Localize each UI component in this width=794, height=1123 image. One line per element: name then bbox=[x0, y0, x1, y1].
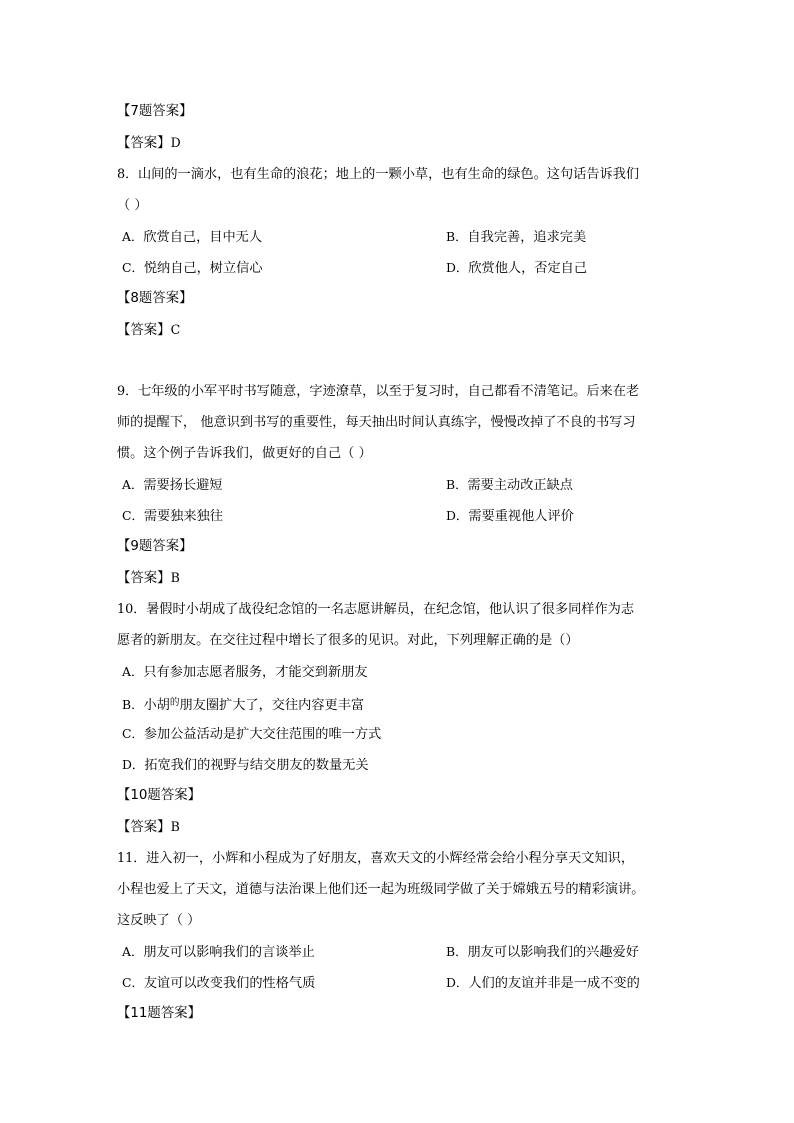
option-text-b-pre: 小胡 bbox=[143, 698, 170, 713]
document-content bbox=[117, 96, 683, 1029]
question-9-option-b[interactable] bbox=[446, 469, 573, 501]
question-11-option-c[interactable] bbox=[122, 967, 315, 999]
answer-value-q7: D bbox=[170, 135, 181, 150]
question-11 bbox=[117, 843, 683, 998]
option-letter-c: C． bbox=[122, 975, 144, 990]
question-8-option-a[interactable] bbox=[122, 221, 262, 253]
option-text-d: 需要重视他人评价 bbox=[468, 509, 574, 524]
question-10-option-a[interactable] bbox=[117, 656, 683, 687]
option-letter-b: B． bbox=[122, 697, 144, 712]
question-10-option-c[interactable] bbox=[117, 718, 683, 749]
block-spacer-1 bbox=[117, 346, 683, 376]
option-letter-a: A． bbox=[122, 664, 144, 679]
question-11-option-d[interactable] bbox=[446, 967, 640, 999]
option-letter-a: A． bbox=[122, 229, 144, 244]
question-11-stem-line-2: 小程也爱上了天文，道德与法治课上他们还一起为班级同学做了关于嫦娥五号的精彩演讲。 bbox=[117, 882, 645, 897]
answer-header-q10: 【10题答案】 bbox=[117, 788, 201, 803]
option-letter-c: C． bbox=[122, 726, 144, 741]
option-text-a: 只有参加志愿者服务，才能交到新朋友 bbox=[143, 665, 368, 680]
question-11-stem-text-1: 进入初一，小辉和小程成为了好朋友，喜欢天文的小辉经常会给小程分享天文知识， bbox=[146, 851, 635, 866]
option-text-a: 朋友可以影响我们的言谈举止 bbox=[143, 945, 315, 960]
question-10 bbox=[117, 594, 683, 780]
option-text-c: 友谊可以改变我们的性格气质 bbox=[143, 976, 316, 991]
answer-line-q9 bbox=[117, 562, 683, 594]
question-10-number: 10． bbox=[117, 602, 147, 617]
option-letter-d: D． bbox=[446, 260, 469, 275]
question-8-option-row-cd bbox=[117, 252, 683, 283]
answer-line-q8 bbox=[117, 314, 683, 346]
option-text-a: 需要扬长避短 bbox=[143, 478, 223, 493]
question-9-option-d[interactable] bbox=[446, 500, 574, 532]
answer-line-q7 bbox=[117, 127, 683, 159]
answer-label-q9: 【答案】 bbox=[117, 571, 171, 586]
option-text-b-post: 朋友圈扩大了，交往内容更丰富 bbox=[179, 698, 365, 713]
option-letter-d: D． bbox=[446, 508, 469, 523]
question-11-stem-line-3: 这反映了（ ） bbox=[117, 913, 201, 928]
answer-label-q8: 【答案】 bbox=[117, 323, 171, 338]
question-11-option-row-ab bbox=[117, 936, 683, 967]
question-10-stem-line-1 bbox=[117, 594, 683, 625]
question-11-stem-line-1 bbox=[117, 843, 683, 874]
option-text-b: 自我完善，追求完美 bbox=[467, 230, 587, 245]
question-8-option-row-ab bbox=[117, 221, 683, 252]
option-text-b: 需要主动改正缺点 bbox=[467, 478, 573, 493]
question-8-number: 8． bbox=[117, 167, 138, 182]
option-letter-b: B． bbox=[446, 944, 468, 959]
option-text-d: 欣赏他人，否定自己 bbox=[468, 261, 588, 276]
question-9-stem-line-1 bbox=[117, 376, 683, 407]
question-8 bbox=[117, 159, 683, 283]
answer-header-q8: 【8题答案】 bbox=[117, 291, 193, 306]
question-11-option-b[interactable] bbox=[446, 936, 639, 968]
option-letter-c: C． bbox=[122, 508, 144, 523]
option-letter-b: B． bbox=[446, 477, 468, 492]
question-11-number: 11． bbox=[117, 851, 147, 866]
question-9-stem-text-1: 七年级的小军平时书写随意，字迹潦草，以至于复习时，自己都看不清笔记。后来在老 bbox=[137, 384, 640, 399]
answer-value-q9: B bbox=[170, 570, 180, 585]
question-9-option-row-ab bbox=[117, 469, 683, 500]
answer-line-q10 bbox=[117, 811, 683, 843]
option-letter-b: B． bbox=[446, 229, 468, 244]
answer-header-q11: 【11题答案】 bbox=[117, 1006, 201, 1021]
question-8-stem-text-1: 山间的一滴水，也有生命的浪花；地上的一颗小草，也有生命的绿色。这句话告诉我们 bbox=[137, 167, 640, 182]
question-8-option-d[interactable] bbox=[446, 252, 587, 284]
answer-header-q7: 【7题答案】 bbox=[117, 104, 193, 119]
option-letter-d: D． bbox=[446, 975, 469, 990]
question-11-option-a[interactable] bbox=[122, 936, 315, 968]
question-10-stem-line-2: 愿者的新朋友。在交往过程中增长了很多的见识。对此，下列理解正确的是（） bbox=[117, 633, 579, 648]
question-10-stem-text-1: 暑假时小胡成了战役纪念馆的一名志愿讲解员，在纪念馆，他认识了很多同样作为志 bbox=[146, 602, 635, 617]
question-9-stem-line-2: 师的提醒下， 他意识到书写的重要性，每天抽出时间认真练字，慢慢改掉了不良的书写习 bbox=[117, 415, 636, 430]
option-text-c: 参加公益活动是扩大交往范围的唯一方式 bbox=[143, 727, 382, 742]
option-text-d: 人们的友谊并非是一成不变的 bbox=[468, 976, 640, 991]
option-text-a: 欣赏自己，目中无人 bbox=[143, 230, 263, 245]
option-letter-a: A． bbox=[122, 944, 144, 959]
option-text-b-mini-glyph: 的 bbox=[169, 697, 180, 708]
option-text-c: 悦纳自己，树立信心 bbox=[143, 261, 263, 276]
question-10-option-b[interactable] bbox=[117, 687, 683, 718]
question-9-stem-line-3: 惯。这个例子告诉我们，做更好的自己（ ） bbox=[117, 446, 372, 461]
option-letter-a: A． bbox=[122, 477, 144, 492]
question-9-option-a[interactable] bbox=[122, 469, 222, 501]
question-10-option-d[interactable] bbox=[117, 749, 683, 780]
question-11-option-row-cd bbox=[117, 967, 683, 998]
question-8-stem-line-2: （ ） bbox=[117, 198, 148, 213]
option-letter-c: C． bbox=[122, 260, 144, 275]
answer-label-q7: 【答案】 bbox=[117, 136, 171, 151]
question-9-number: 9． bbox=[117, 384, 138, 399]
question-9 bbox=[117, 376, 683, 531]
option-text-b: 朋友可以影响我们的兴趣爱好 bbox=[467, 945, 639, 960]
question-8-stem-line-1 bbox=[117, 159, 683, 190]
answer-header-q9: 【9题答案】 bbox=[117, 539, 193, 554]
option-letter-d: D． bbox=[122, 757, 145, 772]
option-text-c: 需要独来独往 bbox=[143, 509, 223, 524]
answer-label-q10: 【答案】 bbox=[117, 820, 171, 835]
question-9-option-row-cd bbox=[117, 500, 683, 531]
question-9-option-c[interactable] bbox=[122, 500, 223, 532]
answer-value-q8: C bbox=[170, 322, 181, 337]
answer-value-q10: B bbox=[170, 819, 180, 834]
question-8-option-c[interactable] bbox=[122, 252, 263, 284]
option-text-d: 拓宽我们的视野与结交朋友的数量无关 bbox=[144, 758, 369, 773]
question-8-option-b[interactable] bbox=[446, 221, 586, 253]
